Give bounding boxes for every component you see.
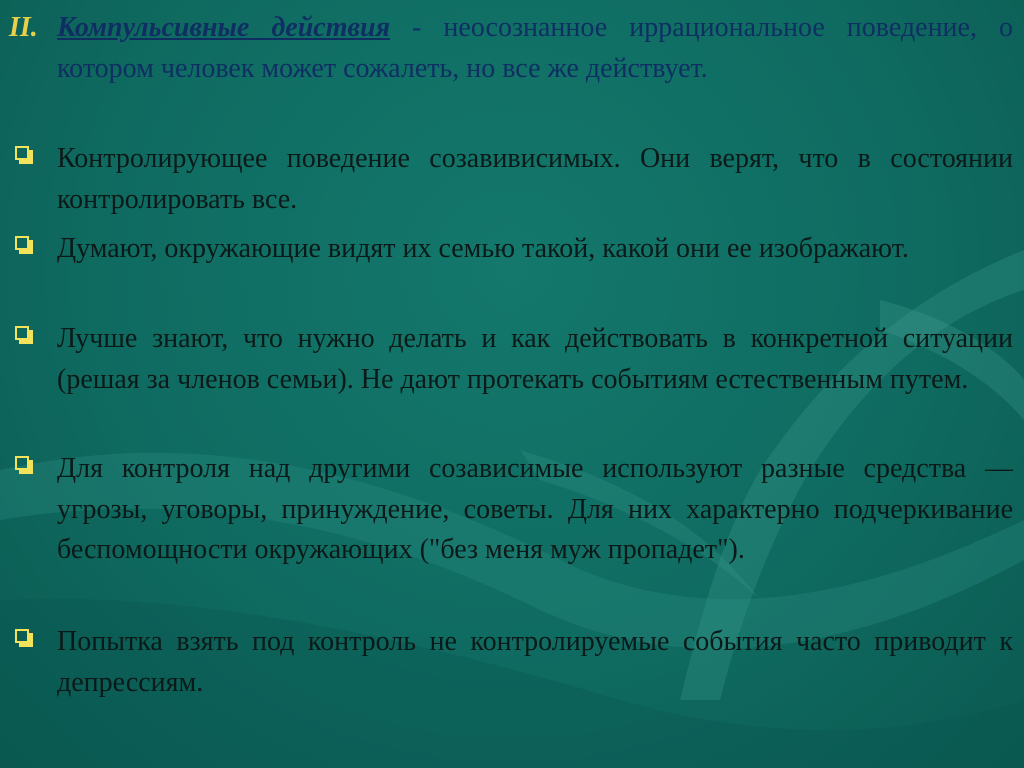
square-bullet-icon [15, 236, 34, 255]
list-item: Контролирующее поведение созавивисимых. Они верят, что в состоянии контролировать все. [57, 143, 1013, 215]
square-bullet-icon [15, 629, 34, 648]
list-item: Попытка взять под контроль не контролируемые события часто приводит к депрессиям. [57, 626, 1013, 698]
square-bullet-icon [15, 326, 34, 345]
heading-paragraph [9, 8, 1014, 89]
heading-number: II. [9, 12, 38, 43]
list-item: Думают, окружающие видят их семью такой, какой они ее изображают. [57, 233, 909, 264]
heading-term: Компульсивные действия [57, 12, 391, 43]
square-bullet-icon [15, 146, 34, 165]
square-bullet-icon [15, 456, 34, 475]
heading-definition: - неосознанное иррациональное поведение, о котором человек может сожалеть, но все же действует. [57, 12, 1014, 84]
list-item: Лучше знают, что нужно делать и как действовать в конкретной ситуации (решая за членов семьи). Не дают протекать событиям естественным путем. [57, 323, 1013, 395]
list-item: Для контроля над другими созависимые используют разные средства — угрозы, уговоры, принуждение, советы. Для них характерно подчеркивание беспомощности окружающих ("без меня муж пропадет"). [57, 453, 1013, 565]
